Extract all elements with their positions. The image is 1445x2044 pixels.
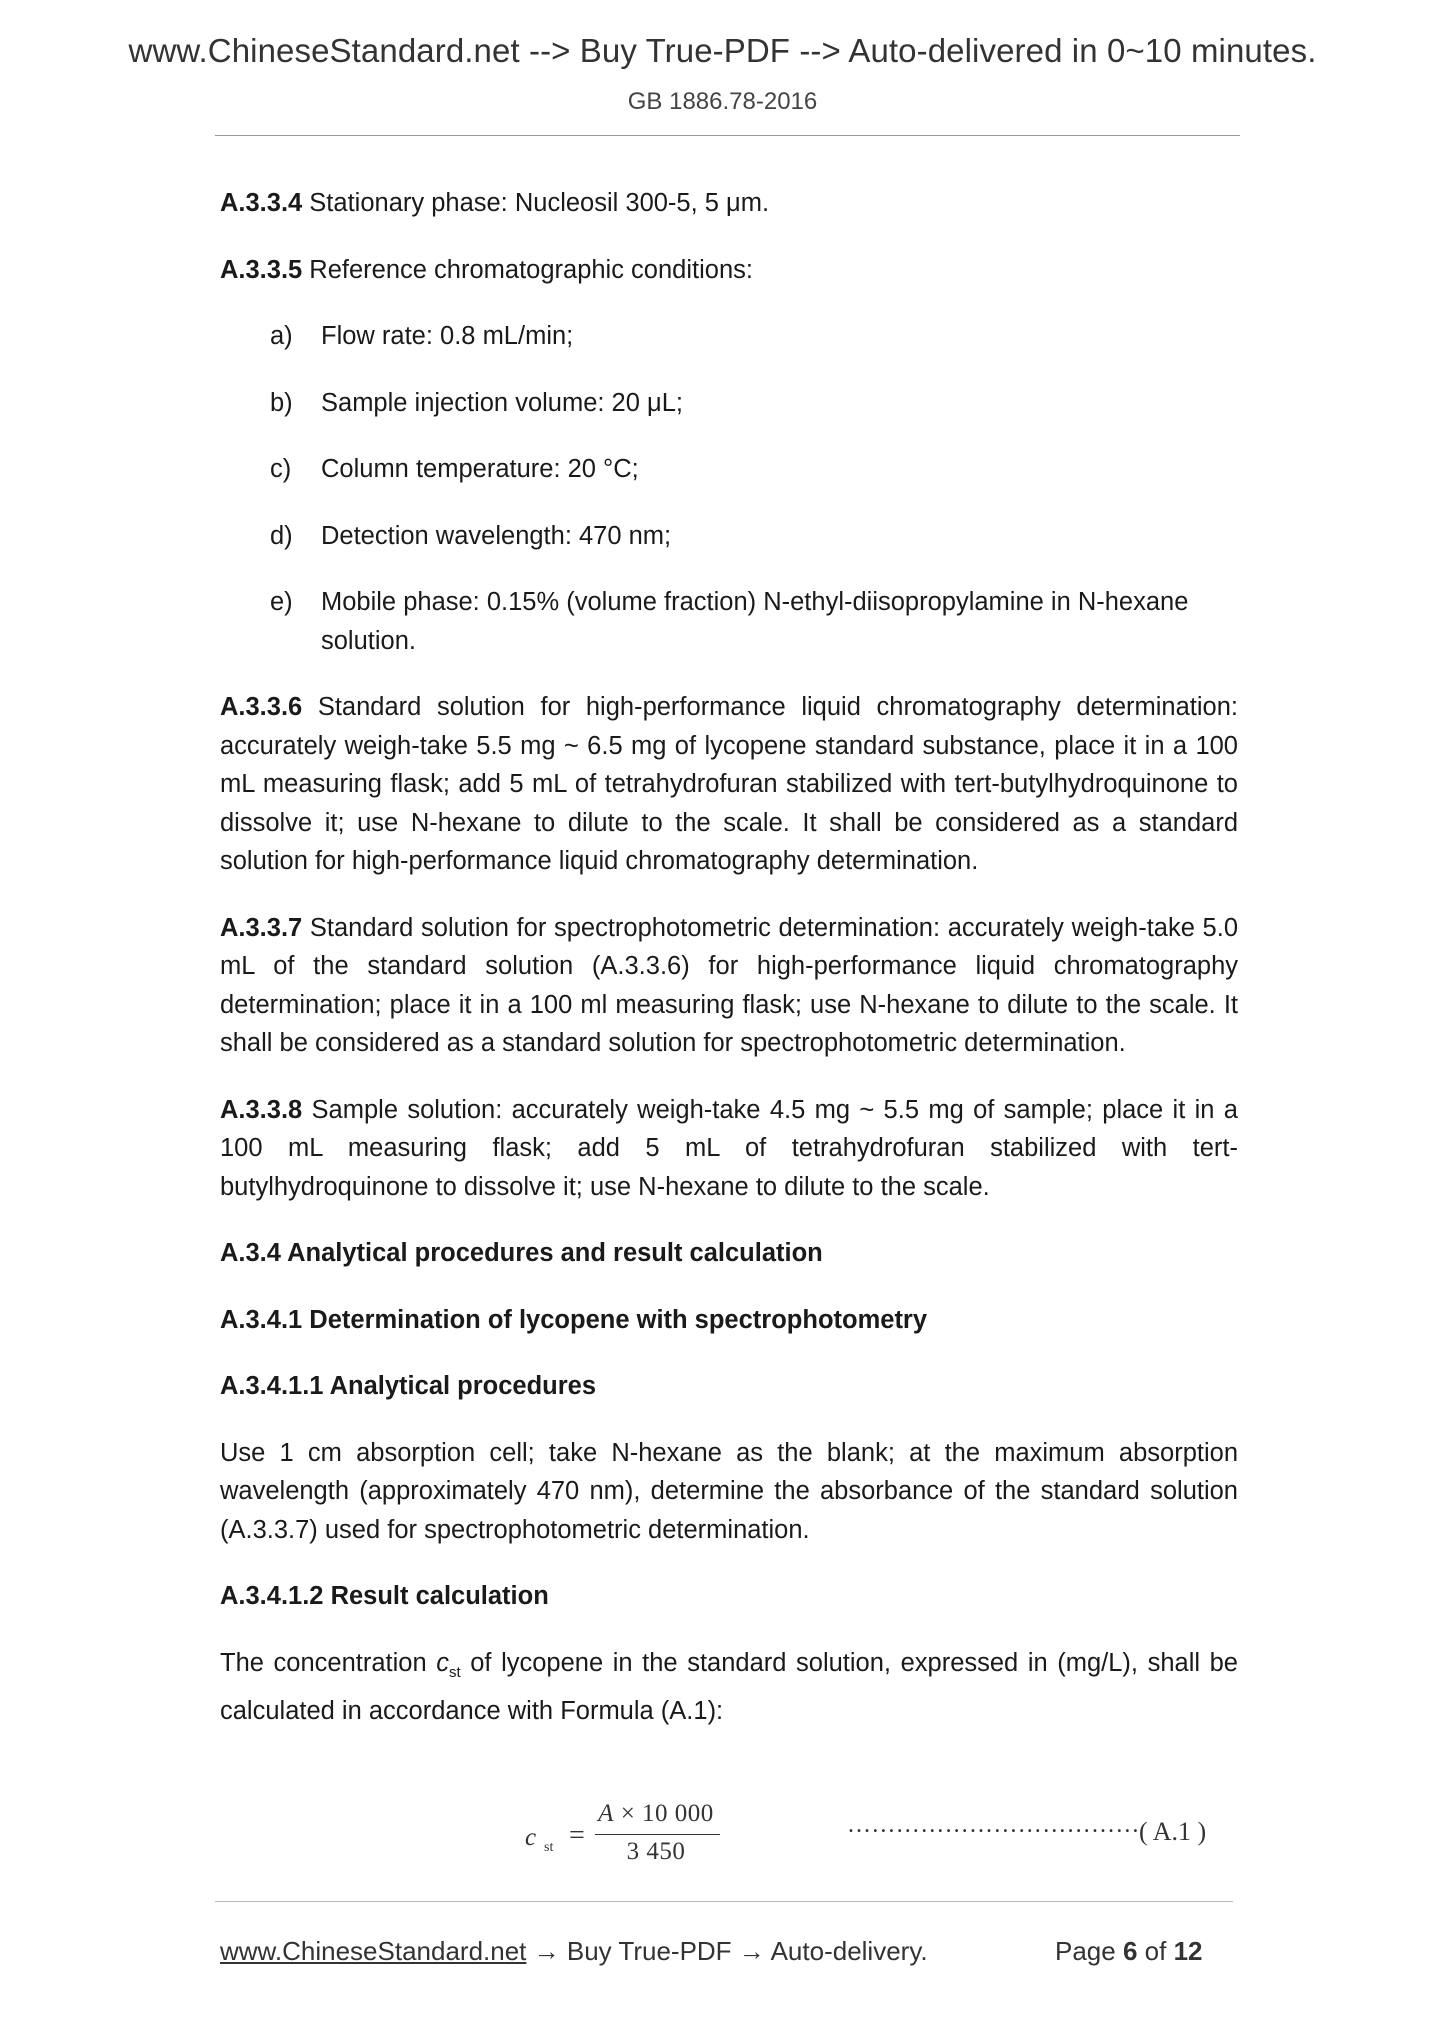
clause-a3-3-7 bbox=[220, 909, 1238, 1063]
list-item bbox=[220, 517, 1238, 556]
list-item bbox=[220, 317, 1238, 356]
section-heading-a3-4-1-2: A.3.4.1.2 Result calculation bbox=[220, 1582, 549, 1610]
clause-number: A.3.3.6 bbox=[220, 693, 303, 721]
clause-a3-3-5 bbox=[220, 251, 1238, 290]
clause-text: Reference chromatographic conditions: bbox=[302, 255, 753, 284]
formula-numerator bbox=[595, 1800, 717, 1828]
current-page: 6 bbox=[1122, 1936, 1138, 1966]
text-part: of lycopene in the standard solution, expressed in (mg/L), shall be calculated in accordance with Formula (A.1): bbox=[220, 1648, 1238, 1726]
text-part: The concentration bbox=[220, 1648, 437, 1677]
list-marker: b) bbox=[270, 388, 293, 417]
list-text: Detection wavelength: 470 nm; bbox=[321, 521, 672, 550]
list-marker: e) bbox=[270, 588, 293, 616]
total-pages: 12 bbox=[1173, 1936, 1203, 1966]
analytical-procedures-text: Use 1 cm absorption cell; take N-hexane as the blank; at the maximum absorption wavelength (approximately 470 nm), determine the absorbance of the standard solution (A.3.3.7) used for spectrophotometric determination. bbox=[220, 1438, 1238, 1544]
result-calculation-text bbox=[220, 1644, 1238, 1731]
formula-lhs: c bbox=[525, 1824, 537, 1851]
clause-number: A.3.3.4 bbox=[220, 189, 303, 217]
section-heading-a3-4-1-1: A.3.4.1.1 Analytical procedures bbox=[220, 1372, 597, 1400]
formula-lhs-subscript: st bbox=[544, 1840, 554, 1855]
page-word: Page bbox=[1055, 1936, 1123, 1966]
clause-text: Standard solution for high-performance liquid chromatography determination: accurately weigh-take 5.5 mg ~ 6.5 mg of lycopene standard substance, place it in a 100 mL measuring flask; add 5 mL of tetrahydrofuran stabilized with tert-butylhydroquinone to dissolve it; use N-hexane to dilute to the scale. It shall be considered as a standard solution for high-performance liquid chromatography determination. bbox=[220, 693, 1238, 875]
clause-number: A.3.3.5 bbox=[220, 255, 303, 284]
of-word: of bbox=[1137, 1936, 1174, 1966]
header-divider bbox=[215, 135, 1240, 136]
clause-text: Sample solution: accurately weigh-take 4.5 mg ~ 5.5 mg of sample; place it in a 100 mL measuring flask; add 5 mL of tetrahydrofuran stabilized with tert-butylhydroquinone to dissolve it; use N-hexane to dilute to the scale. bbox=[220, 1095, 1238, 1201]
formula-leader-dots: ……………………………… bbox=[847, 1812, 1140, 1838]
formula-denominator: 3 450 bbox=[626, 1838, 686, 1865]
numerator-rest: × 10 000 bbox=[613, 1800, 714, 1827]
list-marker: d) bbox=[270, 521, 293, 550]
list-item bbox=[220, 384, 1238, 423]
clause-a3-3-6 bbox=[220, 688, 1238, 881]
section-heading-a3-4: A.3.4 Analytical procedures and result calculation bbox=[220, 1239, 823, 1267]
list-text: Column temperature: 20 °C; bbox=[321, 455, 639, 483]
variable-subscript: st bbox=[448, 1663, 461, 1681]
page-indicator bbox=[1055, 1936, 1202, 1967]
list-text: Flow rate: 0.8 mL/min; bbox=[321, 322, 574, 350]
standard-number: GB 1886.78-2016 bbox=[627, 88, 818, 115]
footer-promo bbox=[220, 1936, 928, 1967]
site-banner: www.ChineseStandard.net --> Buy True-PDF --> Auto-delivered in 0~10 minutes. bbox=[128, 32, 1317, 69]
clause-text: Standard solution for spectrophotometric determination: accurately weigh-take 5.0 mL of the standard solution (A.3.3.6) for high-performance liquid chromatography determination; place it in a 100 ml measuring flask; use N-hexane to dilute to the scale. It shall be considered as a standard solution for spectrophotometric determination. bbox=[220, 913, 1238, 1057]
footer-text: → Auto-delivery. bbox=[738, 1936, 928, 1966]
numerator-variable: A bbox=[598, 1800, 614, 1827]
list-item bbox=[220, 583, 1238, 660]
list-text: Mobile phase: 0.15% (volume fraction) N-ethyl-diisopropylamine in N-hexane solution. bbox=[321, 588, 1189, 655]
list-marker: c) bbox=[270, 455, 292, 483]
footer-site-link[interactable]: www.ChineseStandard.net bbox=[220, 1936, 527, 1966]
clause-a3-3-4 bbox=[220, 184, 1238, 223]
footer-divider bbox=[215, 1901, 1233, 1902]
clause-number: A.3.3.8 bbox=[220, 1095, 303, 1124]
formula-equals: = bbox=[569, 1820, 585, 1851]
footer-text: → Buy True-PDF bbox=[526, 1936, 739, 1966]
document-body bbox=[220, 184, 1238, 1759]
list-text: Sample injection volume: 20 μL; bbox=[321, 388, 683, 417]
list-marker: a) bbox=[270, 322, 293, 350]
clause-a3-3-8 bbox=[220, 1091, 1238, 1207]
formula-a1 bbox=[525, 1800, 1245, 1880]
clause-text: Stationary phase: Nucleosil 300-5, 5 μm. bbox=[302, 189, 770, 217]
fraction-bar bbox=[595, 1834, 720, 1835]
clause-number: A.3.3.7 bbox=[220, 913, 303, 942]
formula-label: ( A.1 ) bbox=[1139, 1817, 1207, 1846]
variable-c: c bbox=[436, 1648, 449, 1677]
section-heading-a3-4-1: A.3.4.1 Determination of lycopene with spectrophotometry bbox=[220, 1305, 928, 1334]
list-item bbox=[220, 450, 1238, 489]
